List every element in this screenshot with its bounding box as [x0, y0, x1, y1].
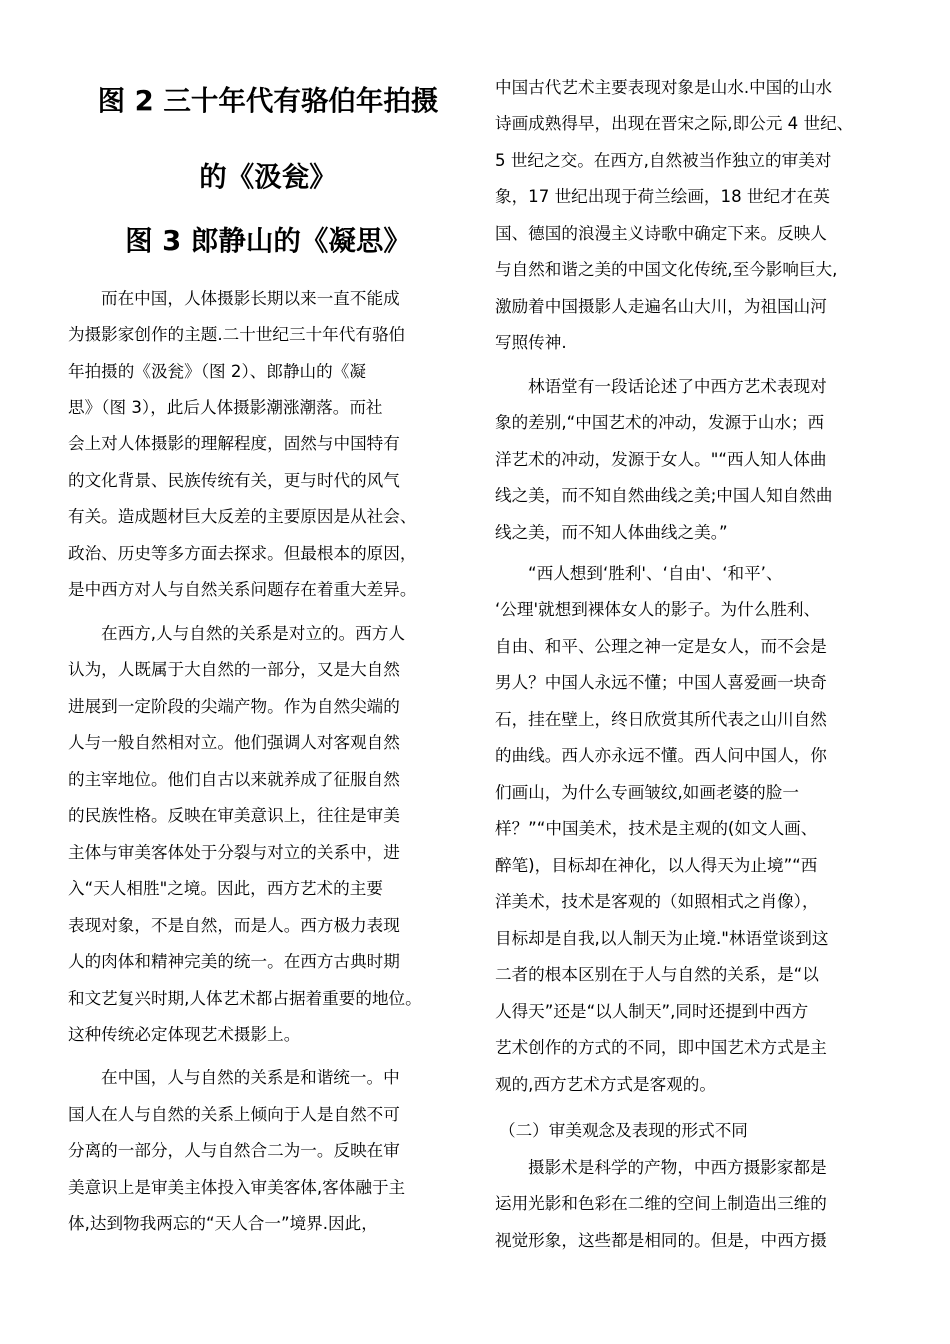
text-line: “西人想到‘胜利'、‘自由'、‘和平’、 [528, 564, 783, 583]
text-line: 而在中国，人体摄影长期以来一直不能成 [101, 289, 400, 308]
text-line: 艺术创作的方式的不同，即中国艺术方式是主 [495, 1038, 827, 1057]
text-line: 在中国，人与自然的关系是和谐统一。中 [101, 1068, 400, 1087]
text-line: 与自然和谐之美的中国文化传统,至今影响巨大, [495, 260, 838, 279]
text-line: 石，挂在壁上，终日欣赏其所代表之山川自然 [495, 710, 827, 729]
text-line: 政治、历史等多方面去探求。但最根本的原因， [68, 544, 417, 563]
text-line: 目标却是自我,以人制天为止境."林语堂谈到这 [495, 929, 829, 948]
text-line: 观的,西方艺术方式是客观的。 [495, 1075, 716, 1094]
text-line: 进展到一定阶段的尖端产物。作为自然尖端的 [68, 697, 400, 716]
text-line: 5 世纪之交。在西方,自然被当作独立的审美对 [495, 151, 832, 170]
text-line: 激励着中国摄影人走遍名山大川，为祖国山河 [495, 297, 827, 316]
figure-caption-2: 图 2 三十年代有骆伯年拍摄 [97, 85, 439, 117]
text-line: 象的差别,“中国艺术的冲动，发源于山水；西 [495, 413, 825, 432]
text-line: 林语堂有一段话论述了中西方艺术表现对 [528, 377, 827, 396]
text-line: 国人在人与自然的关系上倾向于人是自然不可 [68, 1105, 400, 1124]
text-line: 洋美术，技术是客观的（如照相式之肖像）， [495, 892, 819, 911]
text-line: 线之美，而不知自然曲线之美;中国人知自然曲 [495, 486, 833, 505]
text-line: 是中西方对人与自然关系问题存在着重大差异。 [68, 580, 417, 599]
text-line: 的文化背景、民族传统有关，更与时代的风气 [68, 471, 400, 490]
text-line: 和文艺复兴时期,人体艺术都占据着重要的地位。 [68, 989, 422, 1008]
text-line: 在西方,人与自然的关系是对立的。西方人 [101, 624, 405, 643]
text-line: 诗画成熟得早，出现在晋宋之际,即公元 4 世纪、 [495, 114, 854, 133]
figure-caption-2-cont: 的《汲瓮》 [199, 161, 337, 193]
text-line: 入“天人相胜"之境。因此，西方艺术的主要 [68, 879, 383, 898]
text-line: 中国古代艺术主要表现对象是山水.中国的山水 [495, 78, 833, 97]
text-line: ‘公理'就想到裸体女人的影子。为什么胜利、 [495, 600, 821, 619]
text-line: 样？”“中国美术，技术是主观的(如文人画、 [495, 819, 818, 838]
figure-caption-3: 图 3 郎静山的《凝思》 [125, 225, 411, 257]
text-line: 主体与审美客体处于分裂与对立的关系中，进 [68, 843, 400, 862]
text-line: 醉笔)，目标却在神化，以人得天为止境”“西 [495, 856, 818, 875]
text-line: 们画山，为什么专画皱纹,如画老婆的脸一 [495, 783, 799, 802]
text-line: 人的肉体和精神完美的统一。在西方古典时期 [68, 952, 400, 971]
text-line: 为摄影家创作的主题.二十世纪三十年代有骆伯 [68, 325, 406, 344]
text-line: 的曲线。西人亦永远不懂。西人问中国人，你 [495, 746, 827, 765]
text-line: 认为，人既属于大自然的一部分，又是大自然 [68, 660, 400, 679]
text-line: 思》（图 3），此后人体摄影潮涨潮落。而社 [68, 398, 383, 417]
text-line: 年拍摄的《汲瓮》（图 2）、郎静山的《凝 [68, 362, 366, 381]
text-line: 这种传统必定体现艺术摄影上。 [68, 1025, 301, 1044]
section-heading: （二）审美观念及表现的形式不同 [499, 1121, 748, 1140]
text-line: 自由、和平、公理之神一定是女人，而不会是 [495, 637, 827, 656]
text-line: 男人？中国人永远不懂；中国人喜爱画一块奇 [495, 673, 827, 692]
text-line: 写照传神. [495, 333, 567, 352]
text-line: 体,达到物我两忘的“天人合一”境界.因此， [68, 1214, 378, 1233]
text-line: 有关。造成题材巨大反差的主要原因是从社会、 [68, 507, 417, 526]
text-line: 洋艺术的冲动，发源于女人。"“西人知人体曲 [495, 450, 827, 469]
text-line: 运用光影和色彩在二维的空间上制造出三维的 [495, 1194, 827, 1213]
text-line: 美意识上是审美主体投入审美客体,客体融于主 [68, 1178, 406, 1197]
text-line: 线之美，而不知人体曲线之美。” [495, 523, 728, 542]
text-line: 会上对人体摄影的理解程度，固然与中国特有 [68, 434, 400, 453]
text-line: 象，17 世纪出现于荷兰绘画，18 世纪才在英 [495, 187, 830, 206]
text-line: 二者的根本区别在于人与自然的关系，是“以 [495, 965, 819, 984]
text-line: 人得天”还是“以人制天”,同时还提到中西方 [495, 1002, 809, 1021]
text-line: 摄影术是科学的产物，中西方摄影家都是 [528, 1158, 827, 1177]
text-line: 分离的一部分，人与自然合二为一。反映在审 [68, 1141, 400, 1160]
text-line: 的主宰地位。他们自古以来就养成了征服自然 [68, 770, 400, 789]
text-line: 视觉形象，这些都是相同的。但是，中西方摄 [495, 1231, 827, 1250]
text-line: 表现对象，不是自然，而是人。西方极力表现 [68, 916, 400, 935]
text-line: 国、德国的浪漫主义诗歌中确定下来。反映人 [495, 224, 827, 243]
text-line: 的民族性格。反映在审美意识上，往往是审美 [68, 806, 400, 825]
text-line: 人与一般自然相对立。他们强调人对客观自然 [68, 733, 400, 752]
